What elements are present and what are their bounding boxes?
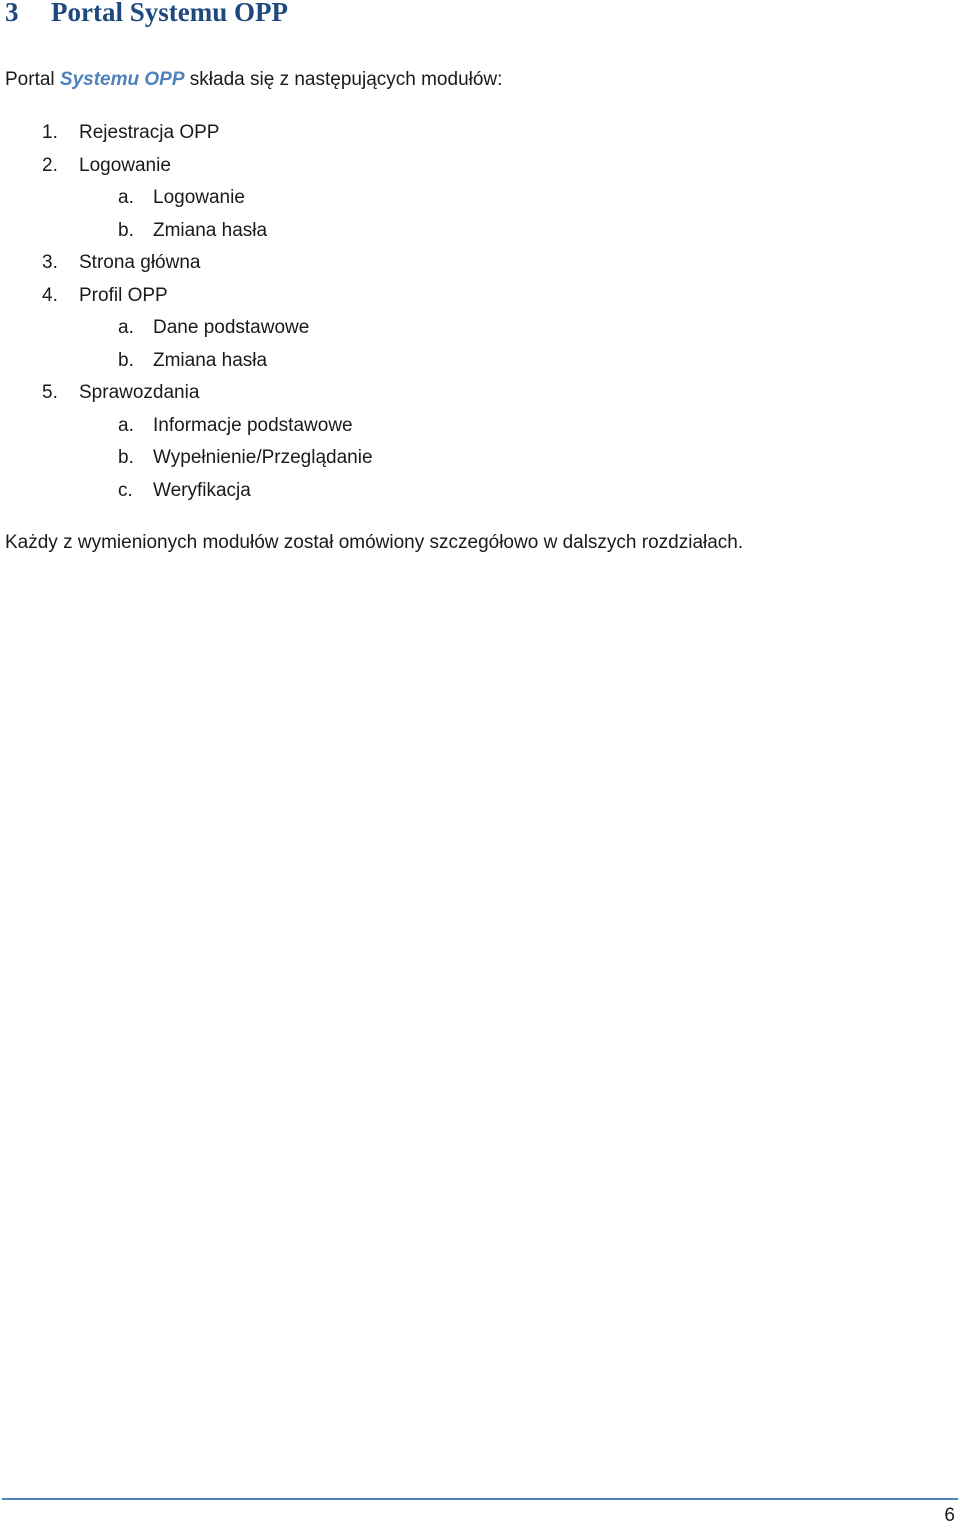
list-marker: b. xyxy=(118,220,134,241)
list-marker: a. xyxy=(118,415,134,436)
list-marker: a. xyxy=(118,317,134,338)
list-marker: 2. xyxy=(42,155,58,176)
list-item xyxy=(118,479,251,503)
list-item xyxy=(118,349,267,373)
list-label: Dane podstawowe xyxy=(153,317,310,338)
list-item xyxy=(42,154,171,178)
list-item xyxy=(118,414,353,438)
list-marker: 5. xyxy=(42,382,58,403)
list-marker: 1. xyxy=(42,122,58,143)
page-number: 6 xyxy=(944,1505,955,1526)
list-marker: 3. xyxy=(42,252,58,273)
list-label: Informacje podstawowe xyxy=(153,415,353,436)
list-label: Logowanie xyxy=(153,187,245,208)
intro-text-before: Portal xyxy=(5,69,60,90)
list-item xyxy=(42,381,199,405)
list-label: Wypełnienie/Przeglądanie xyxy=(153,447,373,468)
list-item xyxy=(42,251,200,275)
section-heading xyxy=(5,0,288,28)
footer-divider xyxy=(2,1498,958,1500)
list-item xyxy=(118,219,267,243)
intro-emphasis: Systemu OPP xyxy=(59,69,185,90)
section-number: 3 xyxy=(5,0,19,27)
list-marker: a. xyxy=(118,187,134,208)
list-label: Strona główna xyxy=(79,252,201,273)
list-item xyxy=(42,284,168,308)
list-item xyxy=(118,186,245,210)
list-item xyxy=(42,121,219,145)
list-label: Logowanie xyxy=(79,155,171,176)
intro-text-after: składa się z następujących modułów: xyxy=(184,69,503,90)
list-marker: c. xyxy=(118,480,133,501)
list-label: Zmiana hasła xyxy=(153,220,268,241)
list-item xyxy=(118,446,373,470)
list-label: Zmiana hasła xyxy=(153,350,268,371)
closing-paragraph: Każdy z wymienionych modułów został omówiony szczegółowo w dalszych rozdziałach. xyxy=(5,532,744,553)
list-label: Weryfikacja xyxy=(153,480,251,501)
list-label: Rejestracja OPP xyxy=(79,122,220,143)
list-marker: b. xyxy=(118,447,134,468)
list-label: Sprawozdania xyxy=(79,382,200,403)
list-marker: b. xyxy=(118,350,134,371)
section-title: Portal Systemu OPP xyxy=(51,0,288,27)
list-item xyxy=(118,316,309,340)
list-label: Profil OPP xyxy=(79,285,168,306)
intro-paragraph xyxy=(5,68,502,92)
list-marker: 4. xyxy=(42,285,58,306)
